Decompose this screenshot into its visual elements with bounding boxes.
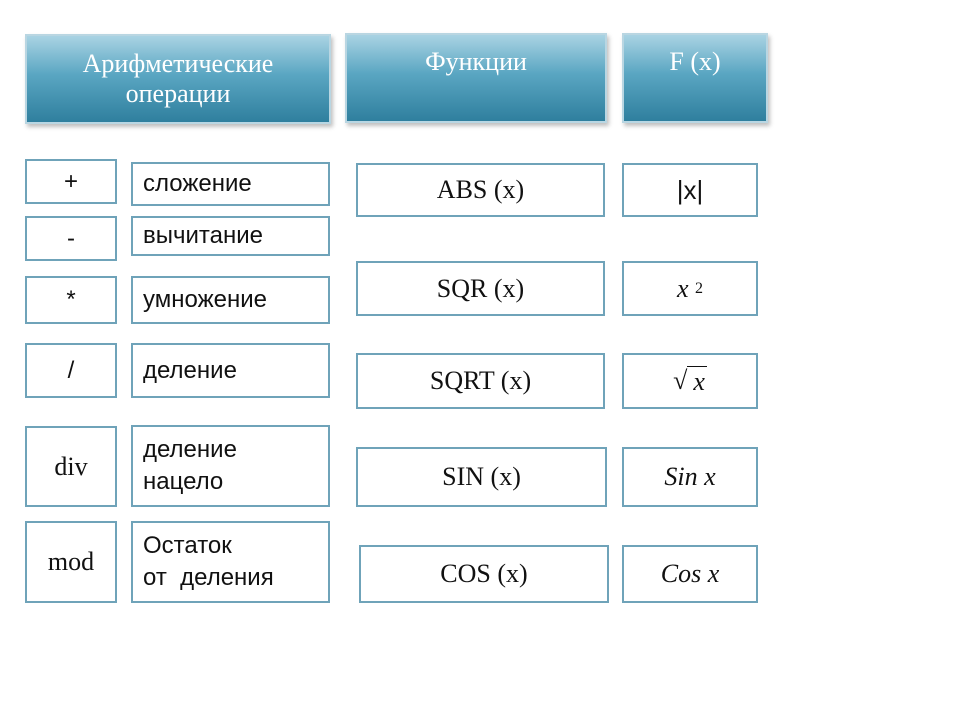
op-desc-division	[131, 343, 330, 398]
header-fx	[622, 33, 768, 123]
op-symbol-multiply	[25, 276, 117, 324]
math-square-exponent: 2	[695, 279, 704, 297]
func-sqr	[356, 261, 605, 316]
op-desc-subtraction	[131, 216, 330, 256]
header-functions-label: Функции	[425, 47, 527, 76]
op-symbol-minus	[25, 216, 117, 261]
header-arithmetic-line-2: операции	[125, 79, 231, 108]
sqrt-radical-sign: √	[673, 366, 688, 395]
header-functions	[345, 33, 607, 123]
header-arithmetic-operations	[25, 34, 331, 124]
func-label: SQRT (x)	[429, 366, 532, 395]
func-abs	[356, 163, 605, 217]
func-cos	[359, 545, 609, 603]
func-sqrt	[356, 353, 605, 409]
math-sin	[622, 447, 758, 507]
op-symbol-label: mod	[47, 547, 95, 576]
sqrt-radicand: x	[687, 366, 707, 397]
op-symbol-plus	[25, 159, 117, 204]
math-abs-label: |x|	[676, 174, 704, 205]
sqrt-radical-icon	[673, 366, 707, 397]
func-label: COS (x)	[440, 559, 528, 588]
math-sin-label: Sin x	[664, 462, 716, 491]
math-abs	[622, 163, 758, 217]
op-desc-label: умножение	[143, 286, 267, 313]
op-desc-label: вычитание	[143, 222, 263, 249]
header-fx-label: F (x)	[669, 47, 721, 76]
op-symbol-label: *	[66, 286, 76, 313]
op-desc-line-2: нацело	[143, 468, 224, 495]
op-symbol-divide	[25, 343, 117, 398]
func-label: SIN (x)	[442, 462, 521, 491]
op-desc-integer-division	[131, 425, 330, 507]
op-desc-line-1: Остаток	[143, 532, 232, 559]
math-square-base: x	[676, 273, 689, 303]
op-symbol-label: div	[54, 451, 88, 481]
func-sin	[356, 447, 607, 507]
math-cos	[622, 545, 758, 603]
op-symbol-label: +	[63, 167, 78, 195]
op-symbol-div	[25, 426, 117, 507]
op-desc-remainder	[131, 521, 330, 603]
op-desc-label: сложение	[143, 170, 252, 197]
header-arithmetic-line-1: Арифметические	[82, 49, 274, 78]
op-desc-addition	[131, 162, 330, 206]
op-desc-multiplication	[131, 276, 330, 324]
func-label: SQR (x)	[436, 273, 525, 303]
func-label: ABS (x)	[436, 175, 525, 204]
op-desc-line-2: от деления	[143, 564, 274, 591]
op-symbol-mod	[25, 521, 117, 603]
op-symbol-label: /	[67, 356, 75, 384]
math-sqrt	[622, 353, 758, 409]
op-desc-line-1: деление	[143, 436, 237, 463]
math-square	[622, 261, 758, 316]
op-symbol-label: -	[67, 224, 75, 252]
math-cos-label: Cos x	[660, 559, 720, 588]
op-desc-label: деление	[143, 356, 237, 384]
